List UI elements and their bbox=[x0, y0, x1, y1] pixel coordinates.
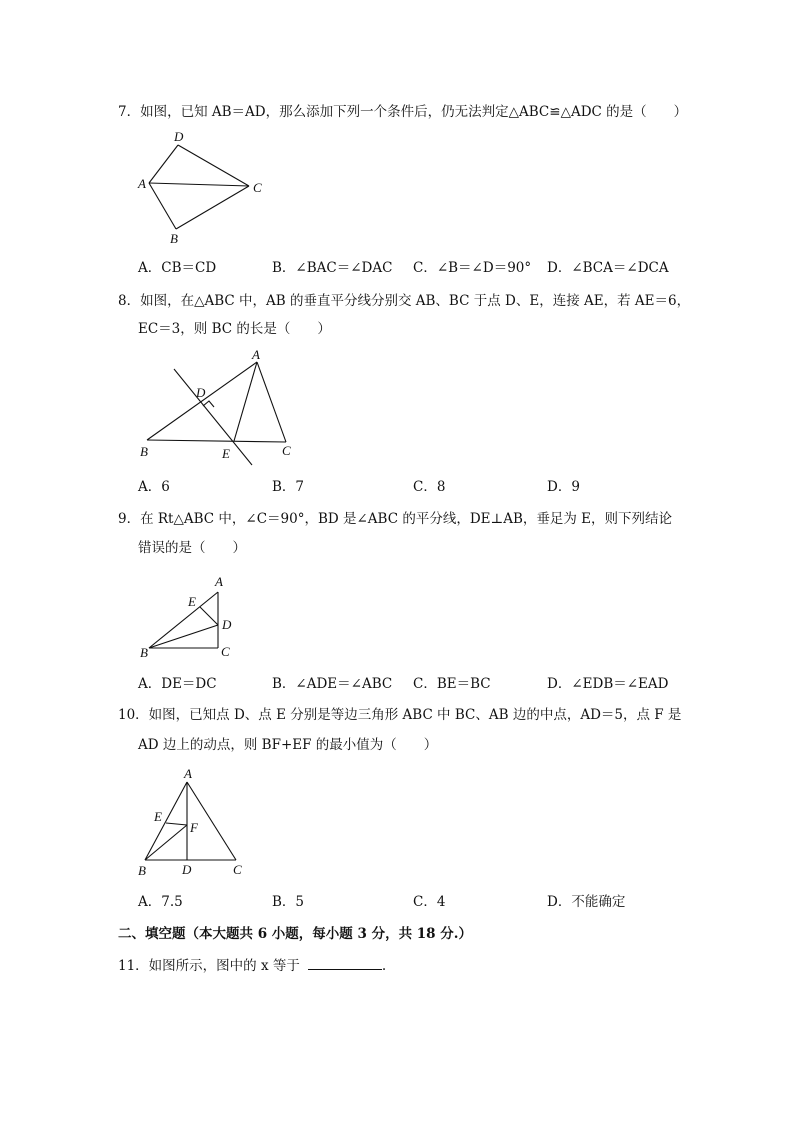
q8-figure bbox=[130, 345, 310, 470]
q11-stem-end: . bbox=[381, 958, 387, 974]
q9-option-d: D．∠EDB＝∠EAD bbox=[547, 676, 669, 692]
q7-figure bbox=[130, 125, 280, 250]
q11-stem-text: 11．如图所示，图中的 x 等于 bbox=[118, 958, 300, 974]
q8-stem-line1: 8．如图，在△ABC 中，AB 的垂直平分线分别交 AB、BC 于点 D、E，连接 AE，若 AE＝6， bbox=[118, 293, 691, 309]
q7-option-c: C．∠B＝∠D＝90° bbox=[413, 260, 532, 276]
q9-stem-line2: 错误的是（ ） bbox=[138, 540, 246, 556]
q7-stem: 7．如图，已知 AB＝AD，那么添加下列一个条件后，仍无法判定△ABC≌△ADC 的是（ ） bbox=[118, 104, 688, 120]
q9-option-b: B．∠ADE＝∠ABC bbox=[272, 676, 393, 692]
q11-answer-blank[interactable] bbox=[308, 957, 382, 970]
q10-figure bbox=[130, 765, 255, 880]
q8-label-a: A bbox=[252, 347, 260, 362]
q7-option-a: A．CB＝CD bbox=[138, 260, 217, 276]
q10-label-a: A bbox=[184, 766, 192, 781]
q9-label-d: D bbox=[222, 617, 232, 632]
q9-label-a: A bbox=[215, 574, 223, 589]
q7-label-d: D bbox=[174, 129, 184, 144]
q10-label-f: F bbox=[190, 820, 198, 835]
q8-label-d: D bbox=[196, 385, 206, 400]
q7-option-b: B．∠BAC＝∠DAC bbox=[272, 260, 393, 276]
q10-option-b: B．5 bbox=[272, 894, 305, 910]
q10-option-a: A．7.5 bbox=[138, 894, 183, 910]
q7-label-c: C bbox=[253, 180, 262, 195]
q9-label-e: E bbox=[188, 594, 196, 609]
q7-label-b: B bbox=[170, 231, 178, 246]
q8-label-b: B bbox=[140, 444, 148, 459]
q8-stem-line2: EC＝3，则 BC 的长是（ ） bbox=[138, 321, 331, 337]
q11-stem bbox=[118, 957, 386, 975]
q10-label-c: C bbox=[233, 862, 242, 877]
q9-option-c: C．BE＝BC bbox=[413, 676, 491, 692]
q7-label-a: A bbox=[138, 176, 146, 191]
q8-option-d: D．9 bbox=[547, 479, 580, 495]
q10-label-e: E bbox=[154, 809, 162, 824]
q9-stem-line1: 9．在 Rt△ABC 中，∠C＝90°，BD 是∠ABC 的平分线，DE⊥AB，垂足为 E，则下列结论 bbox=[118, 511, 673, 527]
q10-option-d: D．不能确定 bbox=[547, 894, 626, 910]
q8-label-e: E bbox=[222, 446, 230, 461]
q8-label-c: C bbox=[282, 443, 291, 458]
q10-option-c: C．4 bbox=[413, 894, 446, 910]
section-heading: 二、填空题（本大题共 6 小题，每小题 3 分，共 18 分.） bbox=[118, 926, 472, 942]
q10-stem-line1: 10．如图，已知点 D、点 E 分别是等边三角形 ABC 中 BC、AB 边的中点，AD＝5，点 F 是 bbox=[118, 707, 682, 723]
q8-option-b: B．7 bbox=[272, 479, 305, 495]
q9-label-b: B bbox=[140, 645, 148, 660]
q8-option-c: C．8 bbox=[413, 479, 446, 495]
q7-option-d: D．∠BCA＝∠DCA bbox=[547, 260, 669, 276]
q10-label-d: D bbox=[182, 862, 192, 877]
q10-label-b: B bbox=[138, 863, 146, 878]
q9-option-a: A．DE＝DC bbox=[138, 676, 217, 692]
q9-figure bbox=[130, 570, 250, 665]
q9-label-c: C bbox=[221, 644, 230, 659]
q8-option-a: A．6 bbox=[138, 479, 170, 495]
q10-stem-line2: AD 边上的动点，则 BF+EF 的最小值为（ ） bbox=[138, 737, 438, 753]
